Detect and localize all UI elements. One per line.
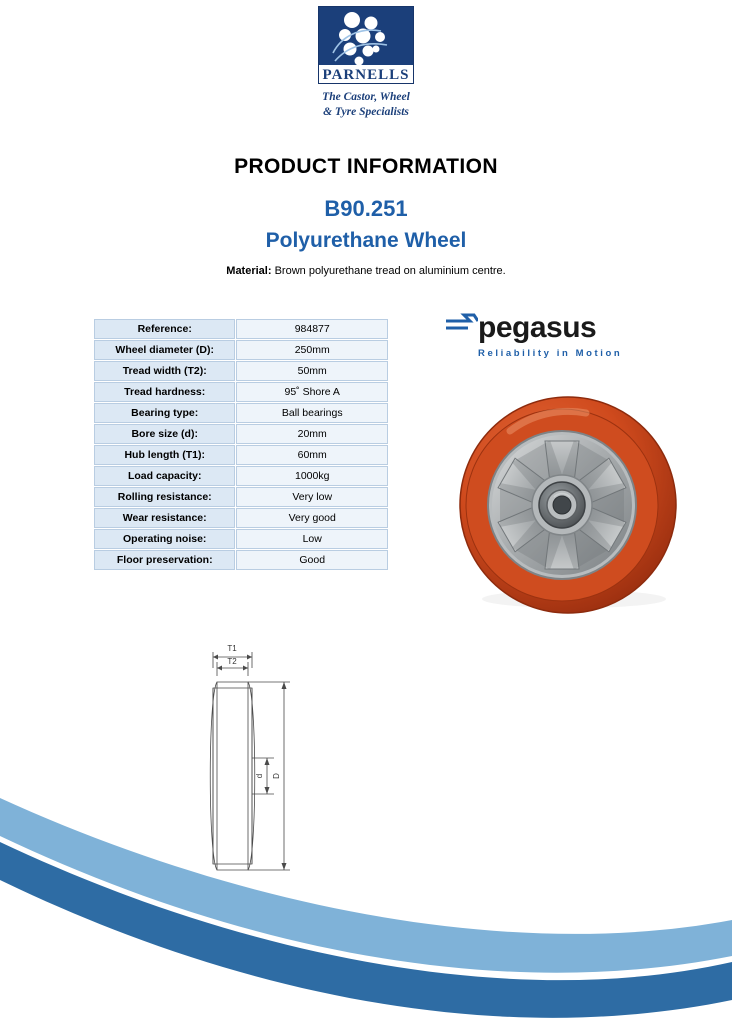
pegasus-brand-logo [444,312,644,359]
specification-table-body [94,319,388,570]
logo-tagline [318,90,414,120]
spec-value: 250mm [236,340,388,360]
specification-table [93,318,389,571]
spec-value: 984877 [236,319,388,339]
spec-key: Bearing type: [94,403,235,423]
table-row [94,361,388,381]
parnells-logo-icon [318,6,414,84]
material-line [0,265,732,277]
spec-value: Very low [236,487,388,507]
pegasus-wordmark-row [444,312,644,343]
table-row [94,424,388,444]
technical-drawing [196,640,326,880]
spec-key: Hub length (T1): [94,445,235,465]
spec-key: Tread width (T2): [94,361,235,381]
spec-value: 50mm [236,361,388,381]
table-row [94,508,388,528]
spec-value: 20mm [236,424,388,444]
spec-key: Bore size (d): [94,424,235,444]
spec-key: Operating noise: [94,529,235,549]
product-code: B90.251 [324,196,408,221]
logo-tagline-line1: The Castor, Wheel [322,91,410,103]
pegasus-arrow-icon [444,312,478,343]
material-text: Brown polyurethane tread on aluminium centre. [271,265,506,277]
wheel-product-photo [458,393,682,617]
table-row [94,487,388,507]
product-name: Polyurethane Wheel [265,229,467,252]
spec-key: Wheel diameter (D): [94,340,235,360]
drawing-label-t1: T1 [227,644,237,653]
pegasus-tagline: Reliability in Motion [478,348,623,359]
drawing-label-d-big: D [272,773,281,779]
spec-value: Good [236,550,388,570]
table-row [94,550,388,570]
spec-value: 60mm [236,445,388,465]
table-row [94,529,388,549]
drawing-label-d-small: d [255,773,264,779]
drawing-label-t2: T2 [227,657,237,666]
spec-value: Ball bearings [236,403,388,423]
material-label: Material: [226,265,272,277]
table-row [94,445,388,465]
spec-value: 95˚ Shore A [236,382,388,402]
pegasus-wordmark: pegasus [478,310,597,344]
logo-box [318,6,414,120]
page-title: PRODUCT INFORMATION [234,155,498,178]
spec-key: Reference: [94,319,235,339]
spec-key: Wear resistance: [94,508,235,528]
spec-key: Rolling resistance: [94,487,235,507]
spec-value: Very good [236,508,388,528]
spec-value: 1000kg [236,466,388,486]
logo-tagline-line2: & Tyre Specialists [323,106,409,118]
table-row [94,382,388,402]
spec-key: Tread hardness: [94,382,235,402]
table-row [94,340,388,360]
table-row [94,319,388,339]
spec-key: Load capacity: [94,466,235,486]
company-logo [0,6,732,120]
spec-value: Low [236,529,388,549]
spec-key: Floor preservation: [94,550,235,570]
svg-text:PARNELLS: PARNELLS [322,67,410,83]
table-row [94,466,388,486]
decorative-swoosh [0,724,732,1024]
table-row [94,403,388,423]
